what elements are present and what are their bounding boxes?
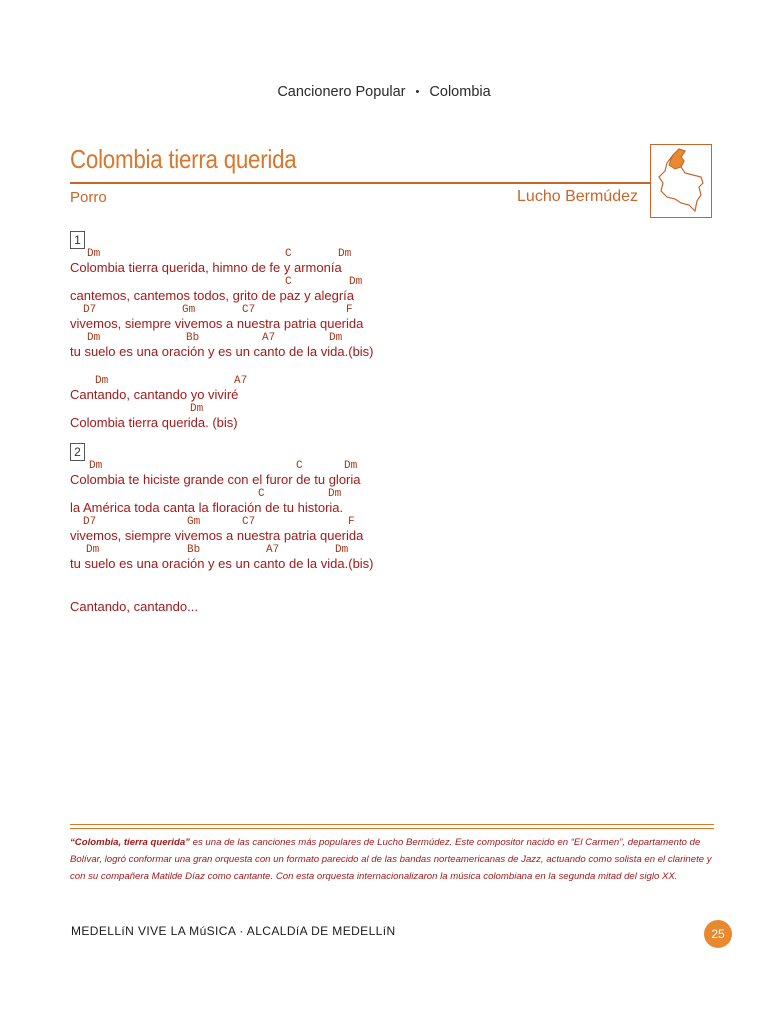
- chord: D7: [83, 516, 97, 528]
- lyric-line: Colombia te hiciste grande con el furor de tu gloria: [70, 472, 361, 487]
- lyric-line: cantemos, cantemos todos, grito de paz y alegría: [70, 288, 354, 303]
- footnote-rule: [70, 824, 714, 825]
- map-box: [650, 144, 712, 218]
- chord: Dm: [344, 460, 358, 472]
- chord: Dm: [328, 488, 342, 500]
- chord: Dm: [89, 460, 103, 472]
- chord: A7: [266, 544, 280, 556]
- lyric-line: tu suelo es una oración y es un canto de la vida.(bis): [70, 344, 374, 359]
- verse-number: 1: [70, 231, 85, 249]
- chord: Dm: [335, 544, 349, 556]
- colombia-map-icon: [651, 145, 710, 216]
- page-number-badge: 25: [704, 920, 732, 948]
- header-country: Colombia: [429, 84, 491, 100]
- page-header: [0, 84, 768, 100]
- song-author: Lucho Bermúdez: [517, 188, 638, 205]
- chord: Dm: [349, 276, 363, 288]
- chord: C: [296, 460, 303, 472]
- chord: Dm: [86, 544, 100, 556]
- song-genre: Porro: [70, 189, 107, 206]
- lyric-line: vivemos, siempre vivemos a nuestra patria querida: [70, 528, 364, 543]
- chord: D7: [83, 304, 97, 316]
- chord: Bb: [187, 544, 201, 556]
- chord: Dm: [95, 375, 109, 387]
- chord: Bb: [186, 332, 200, 344]
- closing-line: Cantando, cantando...: [70, 599, 198, 614]
- footer-brand: MEDELLíN VIVE LA MúSICA · ALCALDíA DE MEDELLíN: [71, 924, 396, 938]
- chord: Dm: [87, 332, 101, 344]
- footnote: [70, 834, 716, 885]
- footnote-text: es una de las canciones más populares de Lucho Bermúdez. Este compositor nacido en “El Carmen”, departamento de Bolívar, logró conformar una gran orquesta con un formato parecido al de las bandas norteamericanas de Jazz, actuando como solista en el clarinete y con su compañera Matilde Díaz como cantante. Con esta orquesta internacionalizaron la música colombiana en la segunda mitad del siglo XX.: [70, 837, 712, 882]
- chord: F: [348, 516, 355, 528]
- header-bullet: •: [415, 86, 420, 98]
- chord: C: [258, 488, 265, 500]
- chord: Gm: [187, 516, 201, 528]
- chord: Dm: [338, 248, 352, 260]
- title-rule: [70, 182, 650, 184]
- verse-number: 2: [70, 443, 85, 461]
- chord: C: [285, 248, 292, 260]
- chord: C7: [242, 304, 256, 316]
- chord: Gm: [182, 304, 196, 316]
- lyric-line: Colombia tierra querida, himno de fe y armonía: [70, 260, 342, 275]
- header-collection: Cancionero Popular: [277, 84, 406, 100]
- lyric-line: Cantando, cantando yo viviré: [70, 387, 239, 402]
- chord: F: [346, 304, 353, 316]
- chord: Dm: [190, 403, 204, 415]
- lyric-line: Colombia tierra querida. (bis): [70, 415, 238, 430]
- footnote-rule: [70, 828, 714, 829]
- chord: Dm: [329, 332, 343, 344]
- chord: C: [285, 276, 292, 288]
- chord: C7: [242, 516, 256, 528]
- chord: A7: [234, 375, 248, 387]
- lyric-line: tu suelo es una oración y es un canto de la vida.(bis): [70, 556, 374, 571]
- chord: A7: [262, 332, 276, 344]
- lyric-line: la América toda canta la floración de tu historia.: [70, 500, 344, 515]
- song-title: Colombia tierra querida: [70, 144, 297, 174]
- lyric-line: vivemos, siempre vivemos a nuestra patria querida: [70, 316, 364, 331]
- footnote-song-title: “Colombia, tierra querida”: [70, 837, 190, 848]
- chord: Dm: [87, 248, 101, 260]
